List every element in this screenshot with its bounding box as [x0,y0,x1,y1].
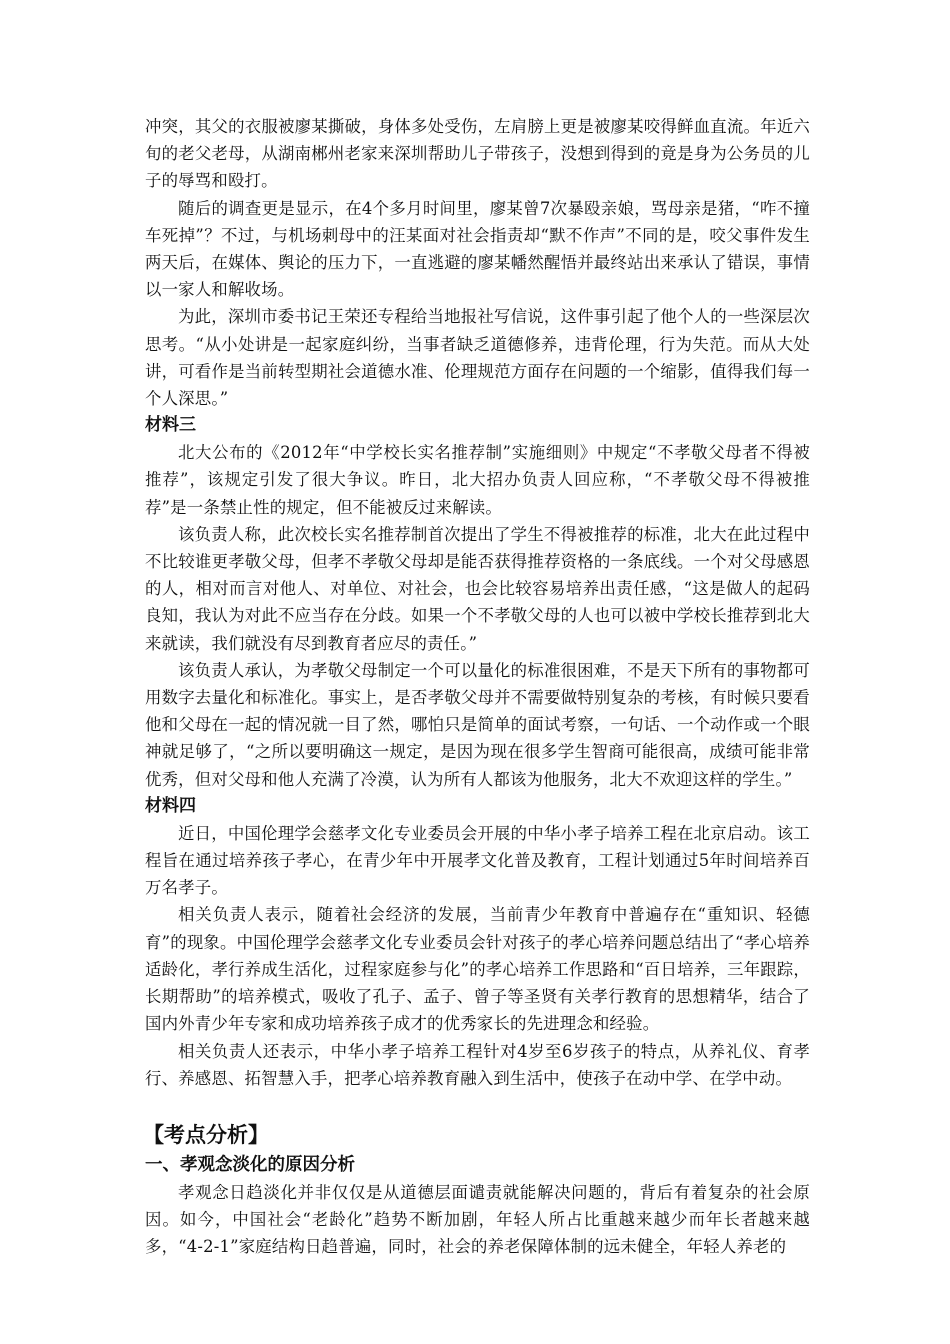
continuation-paragraph-2: 随后的调查更是显示，在4个多月时间里，廖某曾7次暴殴亲娘，骂母亲是猪，“咋不撞车死掉”？不过，与机场刺母中的汪某面对社会指责却“默不作声”不同的是，咬父事件发生两天后，在媒体、舆论的压力下，一直逃避的廖某幡然醒悟并最终站出来承认了错误，事情以一家人和解收场。 [145,198,810,300]
material-4-heading: 材料四 [145,795,196,816]
analysis-section-title: 【考点分析】 [143,1122,269,1147]
continuation-paragraph-3: 为此，深圳市委书记王荣还专程给当地报社写信说，这件事引起了他个人的一些深层次思考。“从小处讲是一起家庭纠纷，当事者缺乏道德修养，违背伦理，行为失范。而从大处讲，可看作是当前转型期社会道德水准、伦理规范方面存在问题的一个缩影，值得我们每一个人深思。” [145,307,810,409]
material-3-heading: 材料三 [145,415,196,436]
document-page [145,113,810,1261]
material-3-paragraph-3: 该负责人承认，为孝敬父母制定一个可以量化的标准很困难，不是天下所有的事物都可用数字去量化和标准化。事实上，是否孝敬父母并不需要做特别复杂的考核，有时候只要看他和父母在一起的情况就一目了然，哪怕只是简单的面试考察，一句话、一个动作或一个眼神就足够了，“之所以要明确这一规定，是因为现在很多学生智商可能很高，成绩可能非常优秀，但对父母和他人充满了冷漠，认为所有人都该为他服务，北大不欢迎这样的学生。” [145,660,810,789]
analysis-paragraph-1: 孝观念日趋淡化并非仅仅是从道德层面谴责就能解决问题的，背后有着复杂的社会原因。如今，中国社会“老龄化”趋势不断加剧，年轻人所占比重越来越少而年长者越来越多，“4-2-1”家庭结构日趋普遍，同时，社会的养老保障体制的远未健全，年轻人养老的 [145,1182,810,1257]
material-4-paragraph-2: 相关负责人表示，随着社会经济的发展，当前青少年教育中普遍存在“重知识、轻德育”的现象。中国伦理学会慈孝文化专业委员会针对孩子的孝心培养问题总结出了“孝心培养适龄化，孝行养成生活化，过程家庭参与化”的孝心培养工作思路和“百日培养，三年跟踪，长期帮助”的培养模式，吸收了孔子、孟子、曾子等圣贤有关孝行教育的思想精华，结合了国内外青少年专家和成功培养孩子成才的优秀家长的先进理念和经验。 [145,905,810,1034]
material-4-paragraph-3: 相关负责人还表示，中华小孝子培养工程针对4岁至6岁孩子的特点，从养礼仪、育孝行、养感恩、拓智慧入手，把孝心培养教育融入到生活中，使孩子在动中学、在学中动。 [145,1041,810,1088]
analysis-subsection-title: 一、孝观念淡化的原因分析 [145,1154,355,1175]
material-3-paragraph-1: 北大公布的《2012年“中学校长实名推荐制”实施细则》中规定“不孝敬父母者不得被推荐”，该规定引发了很大争议。昨日，北大招办负责人回应称，“不孝敬父母不得被推荐”是一条禁止性的规定，但不能被反过来解读。 [145,443,810,517]
material-4-paragraph-1: 近日，中国伦理学会慈孝文化专业委员会开展的中华小孝子培养工程在北京启动。该工程旨在通过培养孩子孝心，在青少年中开展孝文化普及教育，工程计划通过5年时间培养百万名孝子。 [145,823,810,898]
material-3-paragraph-2: 该负责人称，此次校长实名推荐制首次提出了学生不得被推荐的标准，北大在此过程中不比较谁更孝敬父母，但孝不孝敬父母却是能否获得推荐资格的一条底线。一个对父母感恩的人，相对而言对他人、对单位、对社会，也会比较容易培养出责任感，“这是做人的起码良知，我认为对此不应当存在分歧。如果一个不孝敬父母的人也可以被中学校长推荐到北大来就读，我们就没有尽到教育者应尽的责任。” [145,524,810,653]
continuation-paragraph-1: 冲突，其父的衣服被廖某撕破，身体多处受伤，左肩膀上更是被廖某咬得鲜血直流。年近六旬的老父老母，从湖南郴州老家来深圳帮助儿子带孩子，没想到得到的竟是身为公务员的儿子的辱骂和殴打。 [145,117,810,191]
